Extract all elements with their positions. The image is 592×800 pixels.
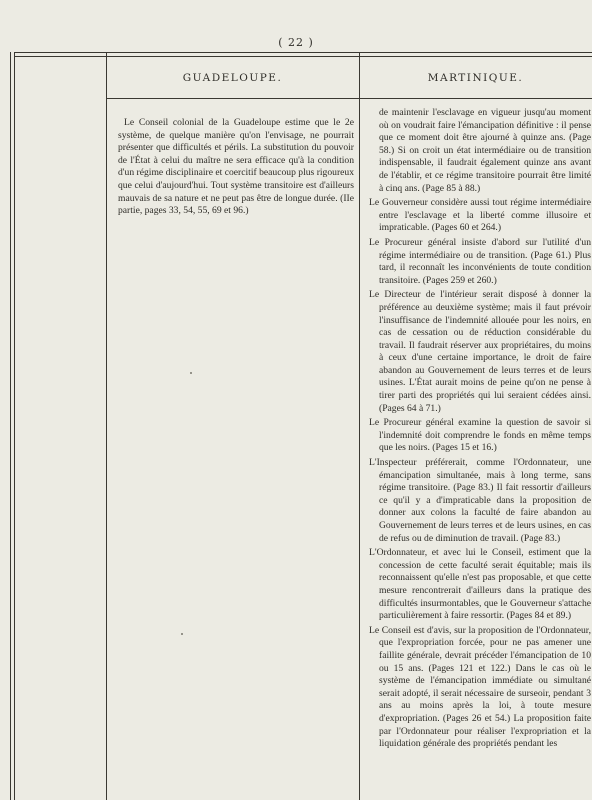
guadeloupe-heading: GUADELOUPE. <box>182 72 283 84</box>
guadeloupe-header-rule <box>106 98 359 99</box>
guadeloupe-column <box>118 117 354 218</box>
frame-left-rule-inner <box>14 52 15 800</box>
guadeloupe-paragraph: Le Conseil colonial de la Guadeloupe estime que le 2e système, de quelque manière qu'on l'envisage, ne pourrait présenter que difficultés et périls. La substitution du pouvoir de l'État à celui du maître ne sera efficace qu'à la condition d'un régime disciplinaire et coercitif beaucoup plus rigoureux que celui d'aujourd'hui. Tout système transitoire est d'ailleurs mauvais de sa nature et ne peut pas être de longue durée. (IIe partie, pages 33, 54, 55, 69 et 96.) <box>118 117 354 217</box>
martinique-paragraph-8: Le Conseil est d'avis, sur la proposition de l'Ordonnateur, que l'expropriation forcée, pour ne pas amener une faillite générale, devrait précéder l'émancipation de 10 ou 15 ans. (Pages 121 et 122.) Dans le cas où le système de l'émancipation immédiate ou simultané serait adopté, il serait nécessaire de surseoir, pendant 3 ans au moins après la loi, à toute mesure d'expropriation. (Pages 26 et 54.) La proposition faite par l'Ordonnateur pour réaliser l'expropriation et la liquidation générale des propriétés pendant les <box>369 624 591 750</box>
martinique-header-rule <box>359 98 592 99</box>
martinique-paragraph-3: Le Procureur général insiste d'abord sur l'utilité d'un régime intermédiaire ou de transition. (Page 61.) Plus tard, il reconnaît les inconvénients de toute condition transitoire. (Pages 259 et 260.) <box>369 236 591 286</box>
paper-speck <box>181 633 183 635</box>
martinique-column <box>369 107 591 753</box>
martinique-paragraph-5: Le Procureur général examine la question de savoir si l'indemnité doit comprendre le fonds en même temps que les noirs. (Pages 15 et 16.) <box>369 417 591 454</box>
martinique-paragraph-6: L'Inspecteur préférerait, comme l'Ordonnateur, une émancipation simultanée, mais à long terme, sans régime transitoire. (Page 83.) Il fait ressortir d'ailleurs ce qu'il y a d'impraticable dans la proposition de donner aux colons la faculté de faire abandon au Gouvernement de leurs terres et de leurs usines, en cas de refus ou de diminution de travail. (Page 83.) <box>369 457 591 544</box>
page-number: ( 22 ) <box>278 36 314 49</box>
frame-top-rule-inner <box>14 56 592 57</box>
frame-top-rule <box>14 52 592 53</box>
frame-left-rule-outer <box>10 52 11 800</box>
martinique-paragraph-4: Le Directeur de l'intérieur serait disposé à donner la préférence au deuxième système; mais il faut prévoir l'insuffisance de l'indemnité allouée pour les noirs, en cas de cessation ou de réduction considérable du travail. Il faudrait réserver aux propriétaires, du moins à ceux d'une certaine importance, le droit de faire abandon au Gouvernement de leurs terres et de leurs usines. L'État aurait moins de peine qu'on ne pense à tirer parti des propriétés qui lui seraient cédées ainsi. (Pages 64 à 71.) <box>369 289 591 414</box>
martinique-paragraph-1: de maintenir l'esclavage en vigueur jusqu'au moment où on voudrait faire l'émancipation définitive : il pense que ce moment doit être ajourné à quinze ans. (Page 58.) Si on croit un état intermédiaire ou de transition indispensable, il faudrait également quinze ans avant de l'établir, et ce régime transitoire pourrait être limité à cinq ans. (Page 85 à 88.) <box>379 107 591 194</box>
paper-speck <box>190 372 192 374</box>
column-divider-rule <box>359 52 360 800</box>
margin-column-rule <box>106 52 107 800</box>
martinique-paragraph-7: L'Ordonnateur, et avec lui le Conseil, estiment que la concession de cette faculté serait équitable; mais ils reconnaissent qu'elle n'est pas proposable, et que cette mesure rencontrerait d'ailleurs dans la pratique des difficultés insurmontables, que le Gouverneur s'attache particulièrement à faire ressortir. (Pages 84 et 89.) <box>369 547 591 622</box>
martinique-paragraph-2: Le Gouverneur considère aussi tout régime intermédiaire entre l'esclavage et la liberté comme illusoire et impraticable. (Pages 60 et 264.) <box>369 197 591 234</box>
martinique-heading: MARTINIQUE. <box>427 72 524 84</box>
